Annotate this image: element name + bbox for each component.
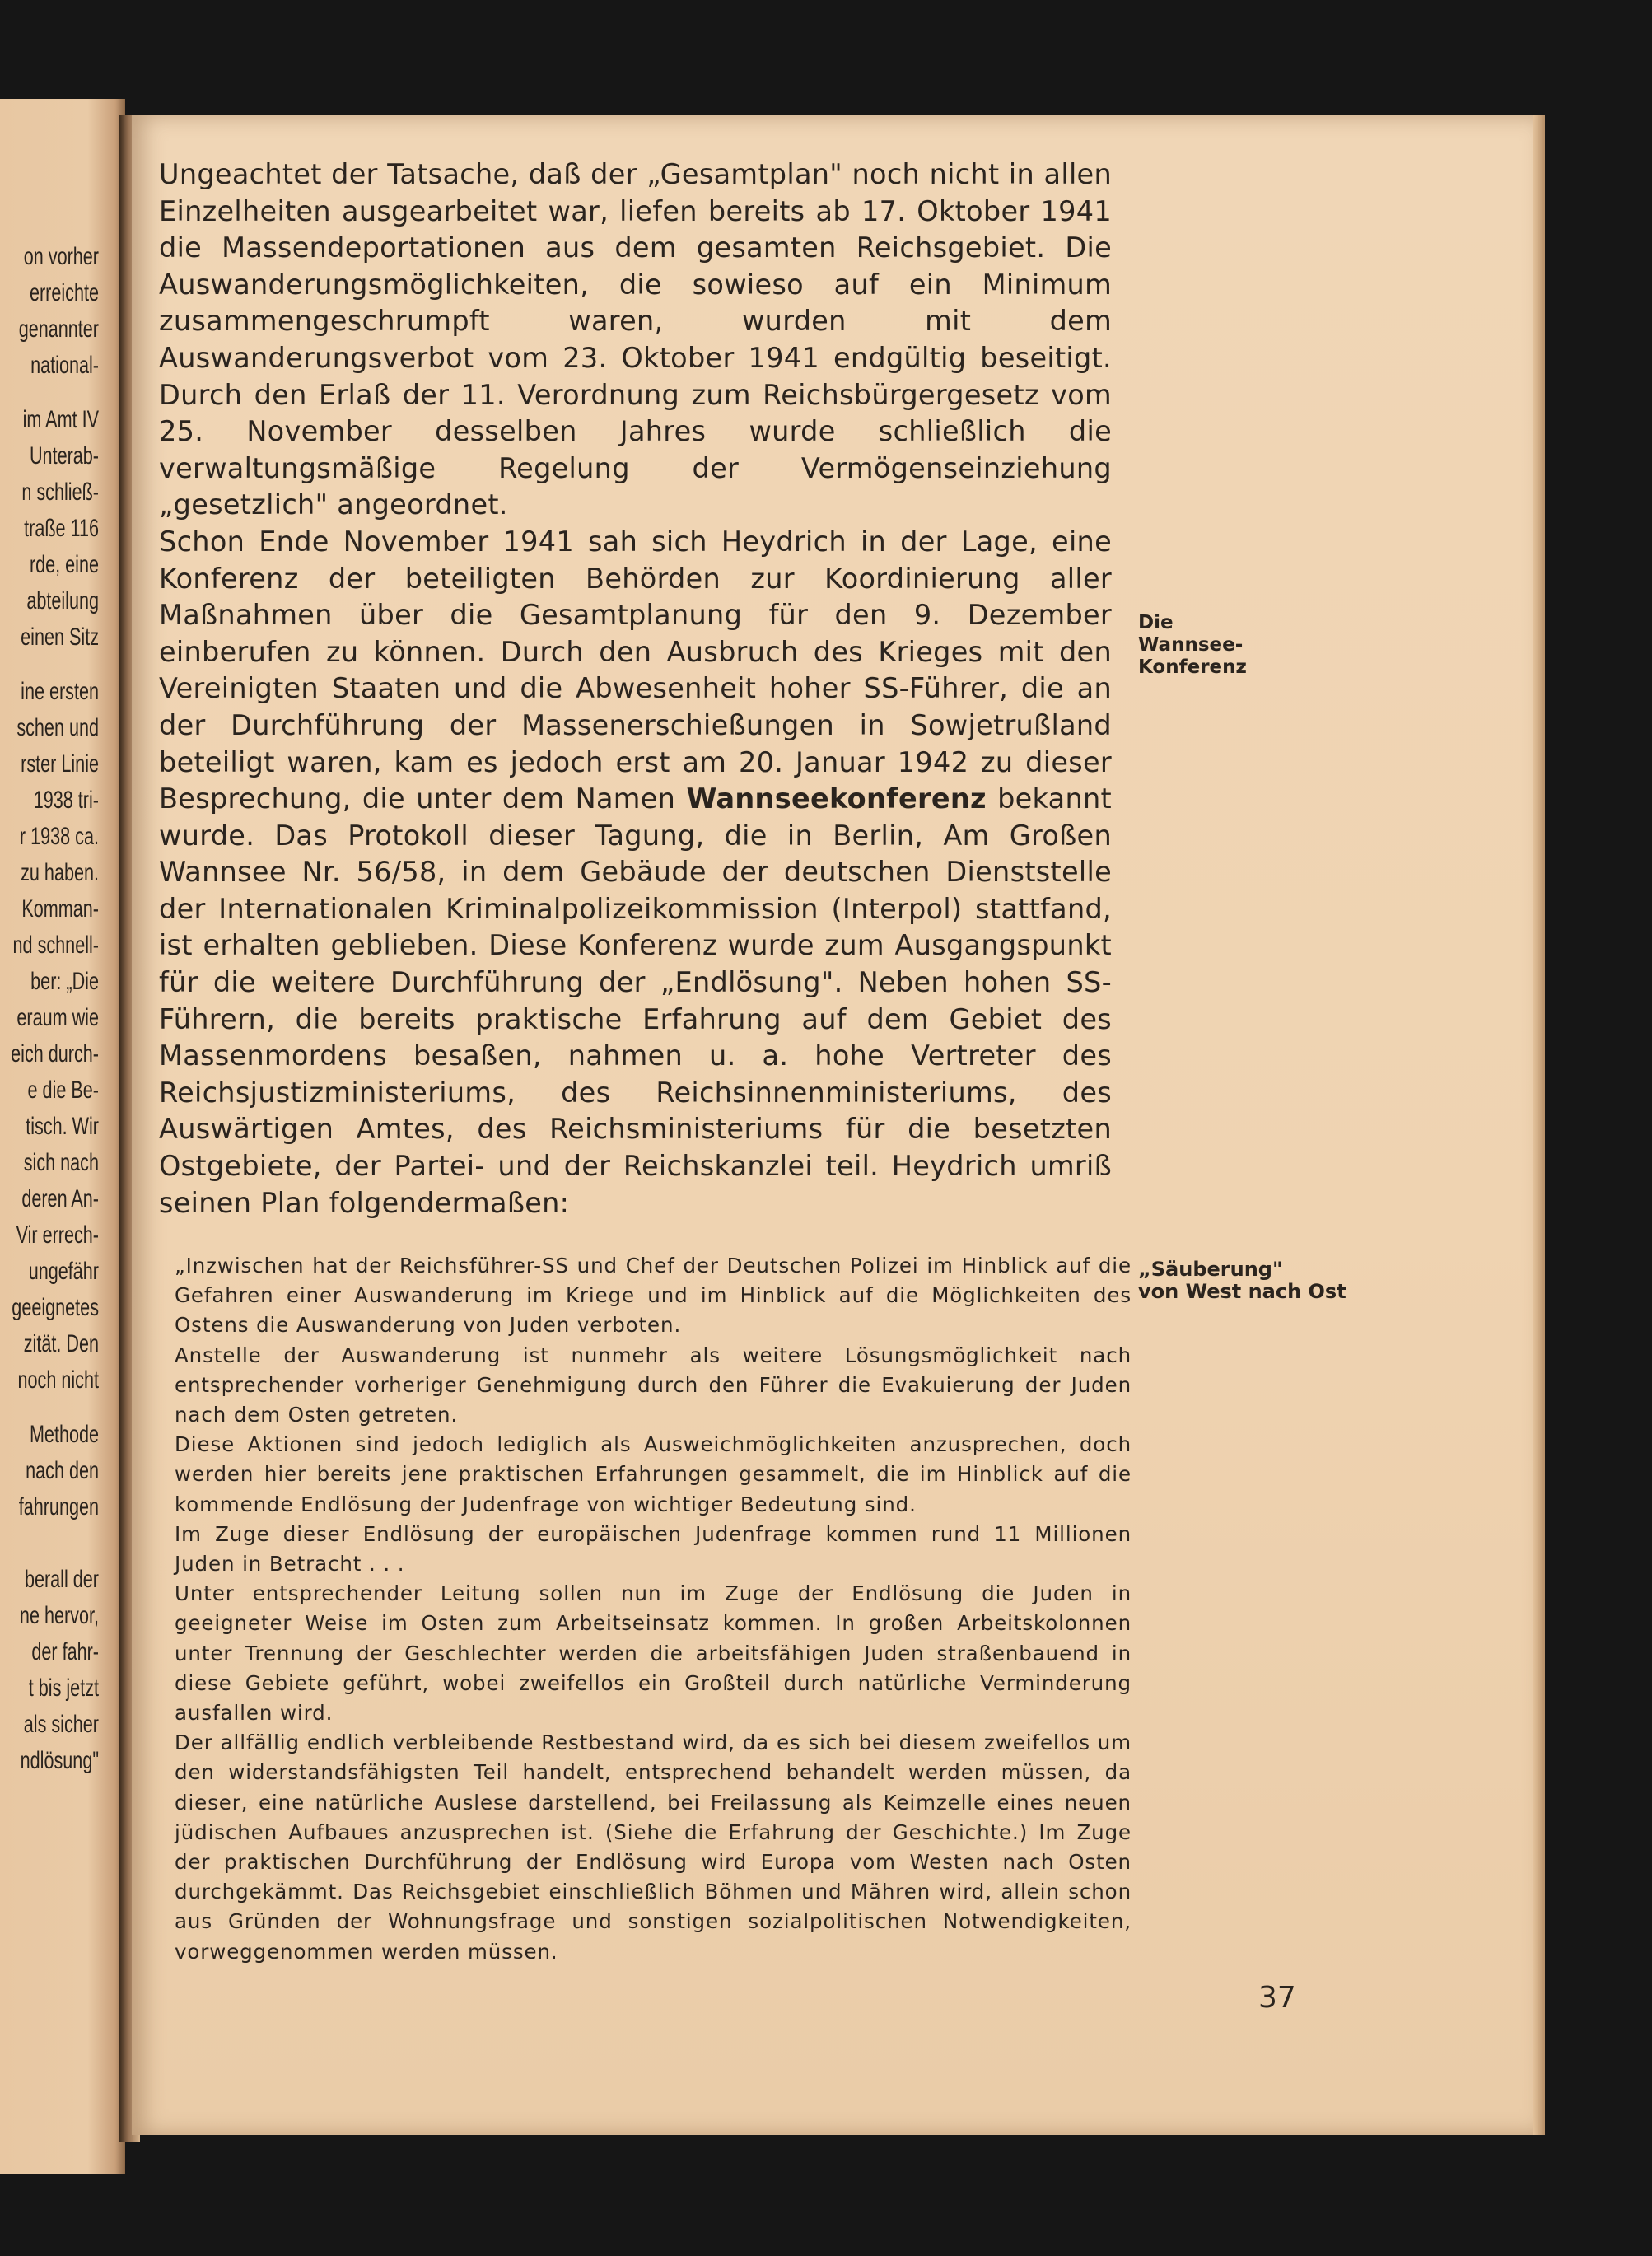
heydrich-quote [175, 1251, 1132, 1967]
left-page-line: zu haben. [21, 859, 99, 886]
page-edge [1533, 115, 1545, 2135]
left-page-line: 1938 tri- [33, 787, 99, 814]
left-page-line: geeignetes [12, 1294, 99, 1321]
left-page-line: rde, eine [29, 551, 99, 578]
paragraph-wannsee-text-a: Schon Ende November 1941 sah sich Heydrich in der Lage, eine Konferenz der beteiligten Behörden zur Koordinierung aller Maßnahmen über die Gesamtplanung für den 9. Dezember einberufen zu können. Durch den Ausbruch des Krieges mit den Vereinigten Staaten und die Abwesenheit hoher SS-Führer, die an der Durchführung der Massenerschießungen in Sowjetrußland beteiligt waren, kam es jedoch erst am 20. Januar 1942 zu dieser Besprechung, die unter dem Namen [159, 525, 1112, 815]
left-page-line: erreichte [29, 279, 99, 306]
left-page-line: eraum wie [16, 1004, 99, 1031]
paragraph-wannsee-text-b: bekannt wurde. Das Protokoll dieser Tagung, die in Berlin, Am Großen Wannsee Nr. 56/58, in dem Gebäude der deutschen Dienststelle der Internationalen Kriminalpolizeikommission (Interpol) stattfand, ist erhalten geblieben. Diese Konferenz wurde zum Ausgangspunkt für die weitere Durchführung der „Endlösung". Neben hohen SS-Führern, die bereits praktische Erfahrung auf dem Gebiet des Massenmordens besaßen, nahmen u. a. hohe Vertreter des Reichsjustizministeriums, des Reichsinnenministeriums, des Auswärtigen Amtes, des Reichsministeriums für die besetzten Ostgebiete, der Partei- und der Reichskanzlei teil. Heydrich umriß seinen Plan folgendermaßen: [159, 782, 1112, 1219]
left-page-line: traße 116 [24, 515, 99, 542]
quote-paragraph: Im Zuge dieser Endlösung der europäischen Judenfrage kommen rund 11 Millionen Juden in Betracht . . . [175, 1521, 1132, 1576]
left-page-line: ne hervor, [19, 1602, 99, 1629]
left-page-line: ber: „Die [30, 968, 99, 995]
paragraph-deportations: Ungeachtet der Tatsache, daß der „Gesamtplan" noch nicht in allen Einzelheiten ausgearbeitet war, liefen bereits ab 17. Oktober 1941 die Massendeportationen aus dem gesamten Reichsgebiet. Die Auswanderungsmöglichkeiten, die sowieso auf ein Minimum zusammengeschrumpft waren, wurden mit dem Auswanderungsverbot vom 23. Oktober 1941 endgültig beseitigt. Durch den Erlaß der 11. Verordnung zum Reichsbürgergesetz vom 25. November desselben Jahres wurde schließlich die verwaltungsmäßige Regelung der Vermögenseinziehung „gesetzlich" angeordnet. [159, 158, 1112, 521]
left-page-line: tisch. Wir [26, 1113, 99, 1140]
left-page-line: ine ersten [21, 678, 99, 705]
left-page-fragment [0, 99, 125, 2174]
left-page-line: als sicher [23, 1711, 99, 1738]
left-page-line: t bis jetzt [28, 1674, 99, 1702]
left-page-line: eich durch- [11, 1040, 99, 1067]
left-page-line: n schließ- [21, 479, 99, 506]
quote-paragraph: Der allfällig endlich verbleibende Restbestand wird, da es sich bei diesem zweifellos um den widerstandsfähigsten Teil handelt, entsprechend behandelt werden müssen, da dieser, eine natürliche Auslese darstellend, bei Freilassung als Keimzelle eines neuen jüdischen Aufbaues anzusprechen ist. (Siehe die Erfahrung der Geschichte.) Im Zuge der praktischen Durchführung der Endlösung wird Europa vom Westen nach Osten durchgekämmt. Das Reichsgebiet einschließlich Böhmen und Mähren wird, allein schon aus Gründen der Wohnungsfrage und sonstigen sozialpolitischen Notwendigkeiten, vorweggenommen werden müssen. [175, 1731, 1132, 1964]
left-page-line: on vorher [23, 243, 99, 270]
left-page-line: fahrungen [18, 1493, 99, 1520]
left-page-line: berall der [24, 1566, 99, 1593]
left-page-line: schen und [16, 714, 99, 741]
margin-note-wannsee [1138, 612, 1270, 679]
left-page-line: national- [30, 352, 99, 379]
left-page-line: einen Sitz [21, 624, 99, 651]
quote-paragraph: Diese Aktionen sind jedoch lediglich als Ausweichmöglichkeiten anzusprechen, doch werden hier bereits jene praktischen Erfahrungen gesammelt, die im Hinblick auf die kommende Endlösung der Judenfrage von wichtiger Bedeutung sind. [175, 1432, 1132, 1516]
left-page-line: sich nach [23, 1149, 99, 1176]
left-page-line: abteilung [26, 587, 99, 614]
left-page-line: ungefähr [28, 1258, 99, 1285]
left-page-line: noch nicht [17, 1366, 99, 1394]
main-body-text [159, 156, 1112, 1221]
left-page-line: genannter [18, 315, 99, 343]
left-page-line: Unterab- [29, 442, 99, 469]
left-page-line: rster Linie [21, 750, 99, 778]
quote-paragraph: Unter entsprechender Leitung sollen nun im Zuge der Endlösung die Juden in geeigneter Weise im Osten zum Arbeitseinsatz kommen. In großen Arbeitskolonnen unter Trennung der Geschlechter werden die arbeitsfähigen Juden straßenbauend in diese Gebiete geführt, wobei zweifellos ein Großteil durch natürliche Verminderung ausfallen wird. [175, 1581, 1132, 1726]
left-page-line: Komman- [21, 895, 99, 922]
left-page-line: Vir errech- [16, 1221, 99, 1249]
margin-note-line: Konferenz [1138, 656, 1247, 678]
left-page-line: r 1938 ca. [19, 823, 99, 850]
left-page-line: im Amt IV [22, 406, 99, 433]
page-number: 37 [1258, 1981, 1296, 2015]
margin-note-line: „Säuberung" [1138, 1258, 1283, 1281]
left-page-line: ndlösung" [20, 1747, 99, 1774]
left-page-line: nd schnell- [12, 932, 99, 959]
left-page-line: zität. Den [23, 1330, 99, 1357]
wannseekonferenz-term: Wannseekonferenz [686, 782, 987, 815]
left-page-line: deren An- [21, 1185, 99, 1212]
margin-note-line: von West nach Ost [1138, 1280, 1346, 1303]
left-page-line: der fahr- [31, 1638, 99, 1665]
paragraph-wannsee-conference [159, 524, 1112, 1221]
margin-note-line: Die Wannsee- [1138, 612, 1244, 656]
quote-paragraph: Anstelle der Auswanderung ist nunmehr als weitere Lösungsmöglichkeit nach entsprechender vorheriger Genehmigung durch den Führer die Evakuierung der Juden nach dem Osten getreten. [175, 1343, 1132, 1427]
left-page-line: e die Be- [27, 1077, 99, 1104]
margin-note-saeuberung [1138, 1259, 1377, 1303]
quote-paragraph: „Inzwischen hat der Reichsführer-SS und Chef der Deutschen Polizei im Hinblick auf die Gefahren einer Auswanderung im Kriege und im Hinblick auf die Möglichkeiten des Ostens die Auswanderung von Juden verboten. [175, 1254, 1132, 1338]
left-page-line: Methode [29, 1421, 99, 1448]
left-page-line: nach den [26, 1457, 99, 1484]
